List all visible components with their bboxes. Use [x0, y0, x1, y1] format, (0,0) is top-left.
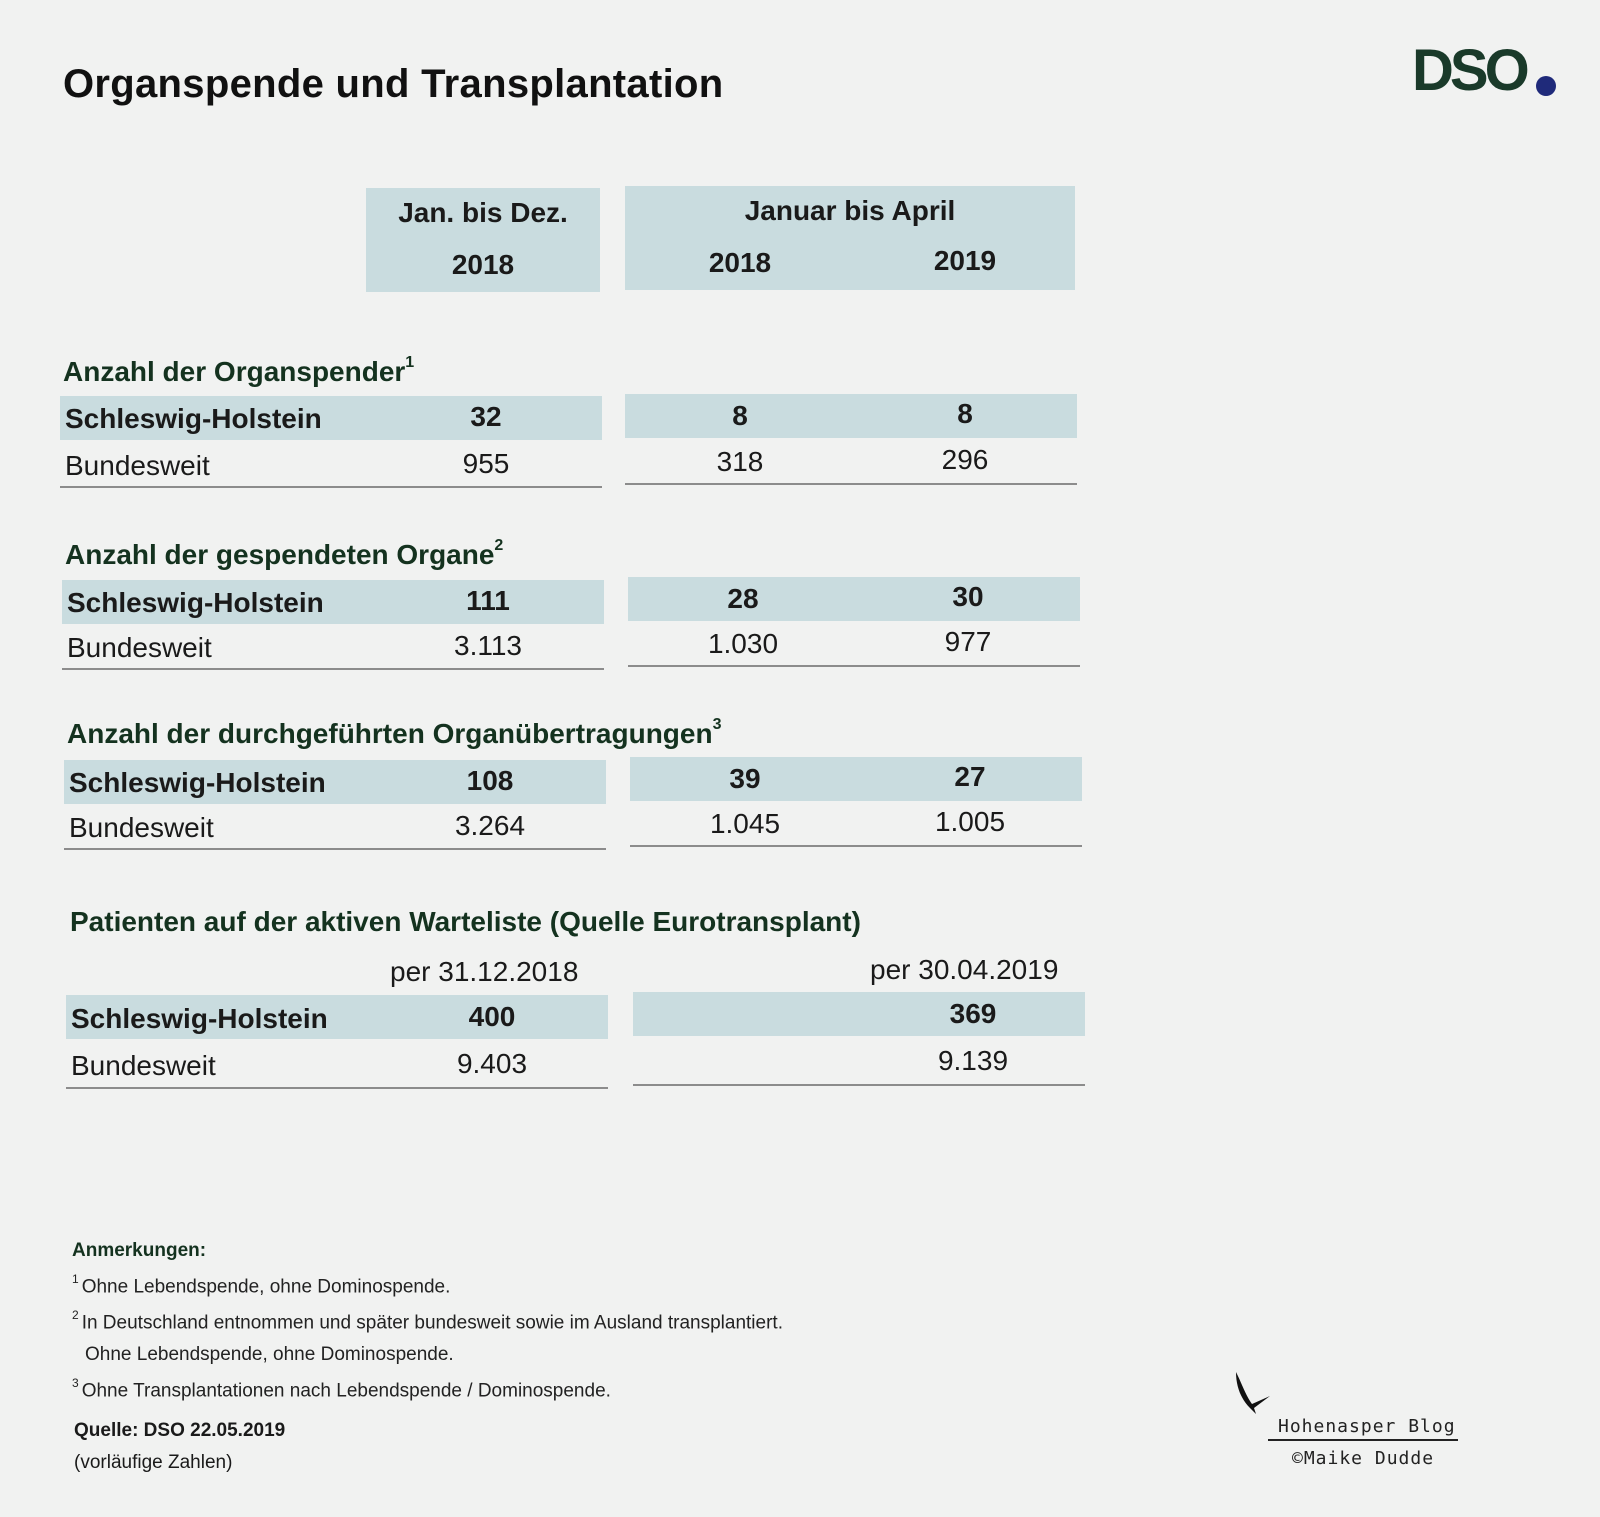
waitlist-date-1: per 31.12.2018 — [390, 956, 579, 987]
table-cell: 3.113 — [454, 630, 522, 661]
row-divider — [62, 668, 604, 670]
table-cell: 28 — [727, 583, 759, 614]
row-label: Bundesweit — [71, 1050, 216, 1081]
table-cell: 1.005 — [934, 806, 1006, 837]
table-cell: 1.030 — [707, 628, 779, 659]
table-cell: 8 — [732, 400, 748, 431]
section-title-waitlist: Patienten auf der aktiven Warteliste (Quelle Eurotransplant) — [70, 906, 861, 937]
source-note: (vorläufige Zahlen) — [74, 1452, 233, 1473]
table-cell: 111 — [466, 585, 510, 616]
footnote-marker: 3 — [712, 715, 722, 733]
footnote-text: Ohne Lebendspende, ohne Dominospende. — [81, 1276, 451, 1298]
row-label: Schleswig-Holstein — [71, 1003, 328, 1034]
table-cell: 1.045 — [709, 808, 781, 839]
page-title: Organspende und Transplantation — [63, 62, 724, 106]
section-title-organs — [65, 536, 504, 571]
footnote-marker: 1 — [72, 1272, 79, 1286]
table-cell: 369 — [949, 998, 997, 1029]
row-divider — [630, 845, 1082, 847]
row-label: Bundesweit — [65, 450, 210, 481]
logo-text: DSO — [1412, 38, 1526, 103]
table-cell: 400 — [468, 1001, 516, 1032]
row-divider — [628, 665, 1080, 667]
section-title-text: Anzahl der Organspender — [63, 356, 406, 387]
author-credit: ©Maike Dudde — [1292, 1448, 1435, 1469]
row-divider — [60, 486, 602, 488]
row-divider — [64, 848, 606, 850]
footnote-marker: 3 — [72, 1376, 79, 1390]
blog-credit: Hohenasper Blog — [1278, 1416, 1456, 1437]
table-cell: 30 — [952, 581, 984, 612]
footnote-text: In Deutschland entnommen und später bundesweit sowie im Ausland transplantiert. — [81, 1312, 783, 1334]
section-title-donors — [63, 353, 415, 388]
waitlist-date-2: per 30.04.2019 — [870, 954, 1059, 985]
row-divider — [633, 1084, 1085, 1086]
table-cell: 9.139 — [937, 1045, 1009, 1076]
row-label: Bundesweit — [69, 812, 214, 843]
header-period2-year2: 2019 — [933, 245, 997, 276]
table-cell: 108 — [466, 765, 514, 796]
section-title-text: Anzahl der durchgeführten Organübertragungen — [67, 718, 713, 749]
header-period1: Jan. bis Dez. — [398, 197, 568, 228]
logo-dot-icon — [1536, 76, 1556, 96]
table-cell: 296 — [941, 444, 989, 475]
row-label: Schleswig-Holstein — [67, 587, 324, 618]
footnote-marker: 2 — [72, 1308, 79, 1322]
footnote-2-continued: Ohne Lebendspende, ohne Dominospende. — [85, 1344, 454, 1365]
source-line: Quelle: DSO 22.05.2019 — [74, 1420, 286, 1441]
footnote-2 — [72, 1310, 783, 1334]
table-cell: 32 — [470, 401, 502, 432]
row-label: Schleswig-Holstein — [69, 767, 326, 798]
section-title-transplants — [67, 715, 722, 750]
footnote-3 — [72, 1378, 611, 1402]
table-cell: 3.264 — [454, 810, 526, 841]
table-cell: 955 — [462, 448, 510, 479]
footnote-text: Ohne Transplantationen nach Lebendspende / Dominospende. — [81, 1380, 611, 1402]
table-cell: 8 — [957, 398, 973, 429]
header-period1-year: 2018 — [451, 249, 515, 280]
header-period2: Januar bis April — [744, 195, 956, 226]
row-label: Schleswig-Holstein — [65, 403, 322, 434]
footnote-marker: 1 — [405, 353, 415, 371]
footnote-marker: 2 — [494, 536, 504, 554]
footnote-1 — [72, 1274, 450, 1298]
table-cell: 9.403 — [456, 1048, 528, 1079]
notes-heading: Anmerkungen: — [72, 1240, 207, 1261]
table-cell: 39 — [729, 763, 761, 794]
dso-logo — [1410, 36, 1560, 106]
row-label: Bundesweit — [67, 632, 212, 663]
section-title-text: Anzahl der gespendeten Organe — [65, 539, 495, 570]
credit-underline — [1268, 1439, 1458, 1441]
table-cell: 27 — [954, 761, 986, 792]
row-divider — [625, 483, 1077, 485]
row-divider — [66, 1087, 608, 1089]
table-cell: 318 — [716, 446, 764, 477]
header-period2-year1: 2018 — [708, 247, 772, 278]
table-cell: 977 — [944, 626, 992, 657]
